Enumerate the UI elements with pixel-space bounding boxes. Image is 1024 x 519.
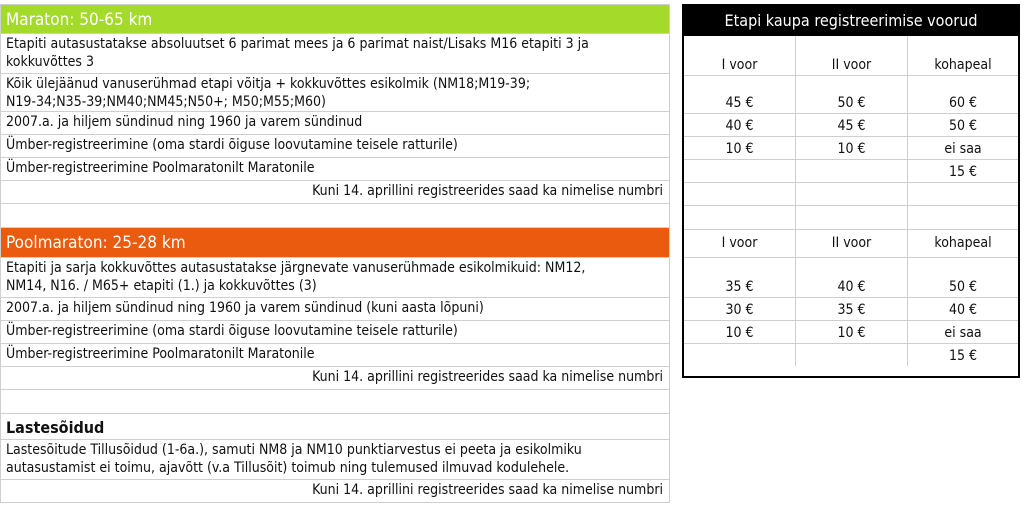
maraton-row-reregistration: Ümber-registreerimine (oma stardi õiguse loovutamine teisele ratturile)	[0, 135, 670, 158]
maraton-row-switch-distance: Ümber-registreerimine Poolmaratonilt Maratonile	[0, 158, 670, 181]
spacer-row	[0, 390, 670, 414]
maraton-row-youth-senior: 2007.a. ja hiljem sündinud ning 1960 ja varem sündinud	[0, 112, 670, 135]
price-columns-header	[684, 36, 1018, 76]
price-cell: 35 €	[684, 258, 796, 297]
column-kohapeal: kohapeal	[934, 57, 992, 73]
price-row	[684, 344, 1018, 366]
poolmaraton-columns-header	[684, 230, 1018, 258]
poolmaraton-row-reregistration: Ümber-registreerimine (oma stardi õiguse loovutamine teisele ratturile)	[0, 321, 670, 344]
price-cell	[796, 344, 908, 366]
poolmaraton-row-switch-distance: Ümber-registreerimine Poolmaratonilt Maratonile	[0, 344, 670, 367]
categories-table	[0, 4, 670, 503]
price-row	[684, 258, 1018, 298]
price-cell	[684, 344, 796, 366]
lastesoidud-title: Lastesõidud	[0, 414, 670, 440]
price-cell: 35 €	[796, 298, 908, 320]
price-cell: 50 €	[948, 279, 978, 295]
column-i-voor: I voor	[684, 230, 796, 257]
maraton-row-awards: Etapiti autasustatakse absoluutset 6 parimat mees ja 6 parimat naist/Lisaks M16 etapiti 3 ja kokkuvõttes 3	[0, 34, 670, 74]
poolmaraton-row-named-number: Kuni 14. aprillini registreerides saad ka nimelise numbri	[0, 367, 670, 390]
lastesoidud-named-number: Kuni 14. aprillini registreerides saad ka nimelise numbri	[0, 480, 670, 503]
price-cell: 50 €	[948, 118, 978, 134]
price-cell: 40 €	[796, 258, 908, 297]
price-cell: 50 €	[796, 76, 908, 113]
price-cell: 45 €	[796, 114, 908, 136]
price-cell: ei saa	[944, 141, 982, 157]
maraton-row-age-groups: Kõik ülejäänud vanuserühmad etapi võitja + kokkuvõttes esikolmik (NM18;M19-39; N19-34;N35-39;NM40;NM45;N50+; M50;M55;M60)	[0, 74, 670, 112]
price-cell: 10 €	[796, 137, 908, 159]
price-cell: 60 €	[948, 95, 978, 111]
price-cell: 40 €	[684, 114, 796, 136]
price-table	[682, 4, 1020, 378]
price-cell: 30 €	[684, 298, 796, 320]
price-cell: 15 €	[948, 348, 978, 364]
column-ii-voor: II voor	[796, 230, 908, 257]
price-cell: 10 €	[796, 321, 908, 343]
empty-cell	[796, 206, 908, 229]
empty-cell	[684, 206, 796, 229]
price-cell: 10 €	[684, 321, 796, 343]
price-cell	[684, 160, 796, 182]
lastesoidud-description: Lastesõitude Tillusõidud (1-6a.), samuti NM8 ja NM10 punktiarvestus ei peeta ja esikolmiku autasustamist ei toimu, ajavõtt (v.a Tillusõit) toimub ning tulemused ilmuvad kodulehele.	[0, 440, 670, 480]
poolmaraton-header: Poolmaraton: 25-28 km	[0, 228, 670, 258]
column-ii-voor: II voor	[796, 36, 908, 75]
price-cell: 10 €	[684, 137, 796, 159]
poolmaraton-row-youth-senior: 2007.a. ja hiljem sündinud ning 1960 ja varem sündinud (kuni aasta lõpuni)	[0, 298, 670, 321]
maraton-header: Maraton: 50-65 km	[0, 4, 670, 34]
empty-cell	[796, 183, 908, 205]
price-row	[684, 137, 1018, 160]
maraton-row-named-number: Kuni 14. aprillini registreerides saad ka nimelise numbri	[0, 181, 670, 204]
price-row	[684, 76, 1018, 114]
price-cell: 40 €	[948, 302, 978, 318]
empty-cell	[908, 183, 1018, 205]
price-cell: ei saa	[944, 325, 982, 341]
poolmaraton-row-awards: Etapiti ja sarja kokkuvõttes autasustatakse järgnevate vanuserühmade esikolmikuid: NM12, NM14, N16. / M65+ etapiti (1.) ja kokkuvõttes (3)	[0, 258, 670, 298]
empty-cell	[684, 183, 796, 205]
price-row	[684, 160, 1018, 183]
spacer-row	[0, 204, 670, 228]
empty-cell	[908, 206, 1018, 229]
price-cell: 15 €	[948, 164, 978, 180]
price-cell	[796, 160, 908, 182]
column-kohapeal: kohapeal	[934, 235, 992, 251]
price-cell: 45 €	[684, 76, 796, 113]
price-row	[684, 321, 1018, 344]
price-row-empty	[684, 206, 1018, 230]
price-row-empty	[684, 183, 1018, 206]
price-row	[684, 298, 1018, 321]
price-table-title: Etapi kaupa registreerimise voorud	[684, 6, 1018, 36]
price-row	[684, 114, 1018, 137]
column-i-voor: I voor	[684, 36, 796, 75]
